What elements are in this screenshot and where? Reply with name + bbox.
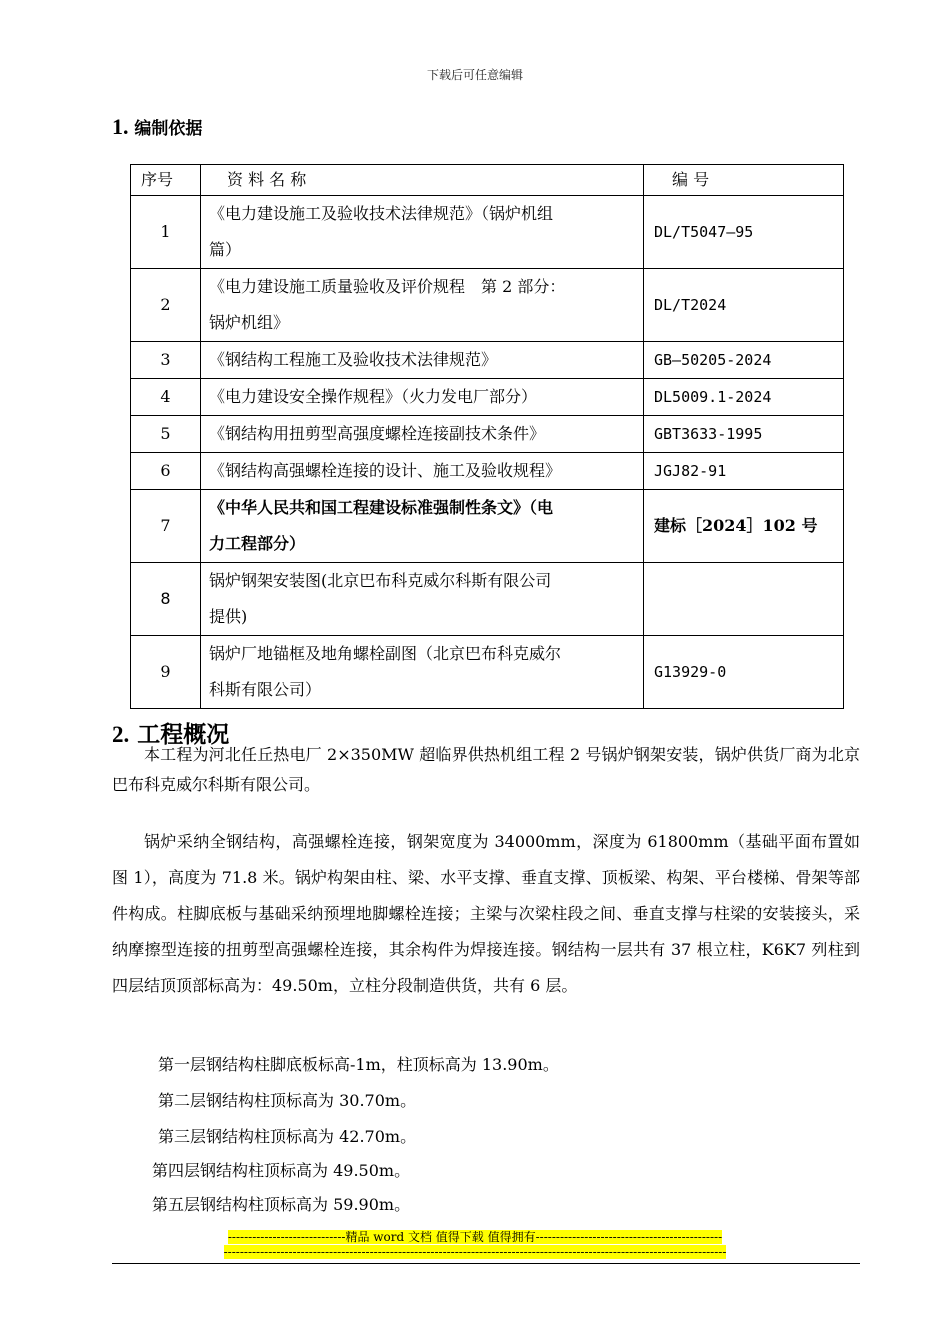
footer-text: -----------------------------精品 word 文档 值得下载 值得拥有---------------------------------------------- — [227, 1230, 723, 1244]
row-name-line: 《电力建设施工及验收技术法律规范》（锅炉机组 — [209, 204, 554, 223]
row-code — [644, 563, 844, 636]
row-code: G13929-0 — [644, 636, 844, 709]
floor-line: 第一层钢结构柱脚底板标高-1m，柱顶标高为 13.90m。 — [158, 1055, 559, 1074]
floor-line: 第二层钢结构柱顶标高为 30.70m。 — [158, 1091, 417, 1110]
page-header-note: 下载后可任意编辑 — [426, 68, 523, 82]
row-name — [201, 490, 644, 563]
row-code: JGJ82-91 — [644, 453, 844, 490]
header-code: 编 号 — [644, 165, 844, 196]
row-name-line: 力工程部分） — [209, 534, 306, 553]
paragraph-text: 本工程为河北任丘热电厂 2×350MW 超临界供热机组工程 2 号锅炉钢架安装，锅炉供货厂商为北京巴布科克威尔科斯有限公司。 — [112, 745, 860, 794]
row-name: 《钢结构工程施工及验收技术法律规范》 — [201, 342, 644, 379]
floor-line: 第五层钢结构柱顶标高为 59.90m。 — [152, 1195, 411, 1214]
row-seq: 9 — [131, 636, 201, 709]
row-seq: 5 — [131, 416, 201, 453]
table-row — [131, 490, 844, 563]
table-header-row — [131, 165, 844, 196]
row-name: 《钢结构高强螺栓连接的设计、施工及验收规程》 — [201, 453, 644, 490]
footer-banner-line-1 — [0, 1230, 950, 1244]
table-row — [131, 453, 844, 490]
row-seq: 2 — [131, 269, 201, 342]
row-code: GB—50205-2024 — [644, 342, 844, 379]
overview-paragraph-2 — [112, 824, 860, 1004]
row-code: DL/T2024 — [644, 269, 844, 342]
table-row — [131, 196, 844, 269]
row-code: 建标［2024］102 号 — [644, 490, 844, 563]
table-row — [131, 563, 844, 636]
section-1-heading — [112, 114, 202, 140]
table-row — [131, 636, 844, 709]
row-seq: 3 — [131, 342, 201, 379]
row-name — [201, 269, 644, 342]
row-seq: 7 — [131, 490, 201, 563]
row-name-line: 《中华人民共和国工程建设标准强制性条文》（电 — [209, 498, 554, 517]
row-name — [201, 196, 644, 269]
row-name-line: 锅炉钢架安装图(北京巴布科克威尔科斯有限公司 — [209, 571, 552, 590]
row-code: DL5009.1-2024 — [644, 379, 844, 416]
row-seq: 1 — [131, 196, 201, 269]
row-name-line: 篇） — [209, 240, 242, 259]
section-1-number: 1. — [112, 114, 129, 139]
row-code: DL/T5047—95 — [644, 196, 844, 269]
row-name: 《钢结构用扭剪型高强度螺栓连接副技术条件》 — [201, 416, 644, 453]
footer-banner-line-2 — [0, 1245, 950, 1259]
row-seq: 6 — [131, 453, 201, 490]
row-name-line: 提供) — [209, 607, 248, 626]
row-name-line: 锅炉机组》 — [209, 313, 290, 332]
row-seq: 8 — [131, 563, 201, 636]
table-row — [131, 269, 844, 342]
reference-table — [130, 164, 844, 709]
table-row — [131, 379, 844, 416]
row-name — [201, 636, 644, 709]
row-name — [201, 563, 644, 636]
row-name-line: 《电力建设施工质量验收及评价规程 第 2 部分： — [209, 277, 566, 296]
row-seq: 4 — [131, 379, 201, 416]
overview-paragraph-1 — [112, 740, 860, 800]
section-1-title: 编制依据 — [134, 119, 203, 139]
floor-line: 第三层钢结构柱顶标高为 42.70m。 — [158, 1127, 417, 1146]
header-name: 资 料 名 称 — [201, 165, 644, 196]
row-name: 《电力建设安全操作规程》（火力发电厂部分） — [201, 379, 644, 416]
section-2-number: 2. — [112, 722, 130, 747]
row-code: GBT3633-1995 — [644, 416, 844, 453]
floor-line: 第四层钢结构柱顶标高为 49.50m。 — [152, 1161, 411, 1180]
section-2-title: 工程概况 — [137, 722, 230, 748]
row-name-line: 科斯有限公司） — [209, 680, 322, 699]
table-row — [131, 416, 844, 453]
table-row — [131, 342, 844, 379]
header-seq: 序号 — [131, 165, 201, 196]
footer-text: ---------------------------------------------------------------------------------------------------------------------------- — [223, 1245, 727, 1259]
footer-rule — [112, 1263, 860, 1264]
row-name-line: 锅炉厂地锚框及地角螺栓副图（北京巴布科克威尔 — [209, 644, 562, 663]
paragraph-text: 锅炉采纳全钢结构，高强螺栓连接，钢架宽度为 34000mm，深度为 61800mm（基础平面布置如图 1），高度为 71.8 米。锅炉构架由柱、梁、水平支撑、垂直支撑、顶板梁、构架、平台楼梯、骨架等部件构成。柱脚底板与基础采纳预埋地脚螺栓连接；主梁与次梁柱段之间、垂直支撑与柱梁的安装接头，采纳摩擦型连接的扭剪型高强螺栓连接，其余构件为焊接连接。钢结构一层共有 37 根立柱，K6K7 列柱到四层结顶顶部标高为：49.50m，立柱分段制造供货，共有 6 层。 — [112, 832, 860, 995]
